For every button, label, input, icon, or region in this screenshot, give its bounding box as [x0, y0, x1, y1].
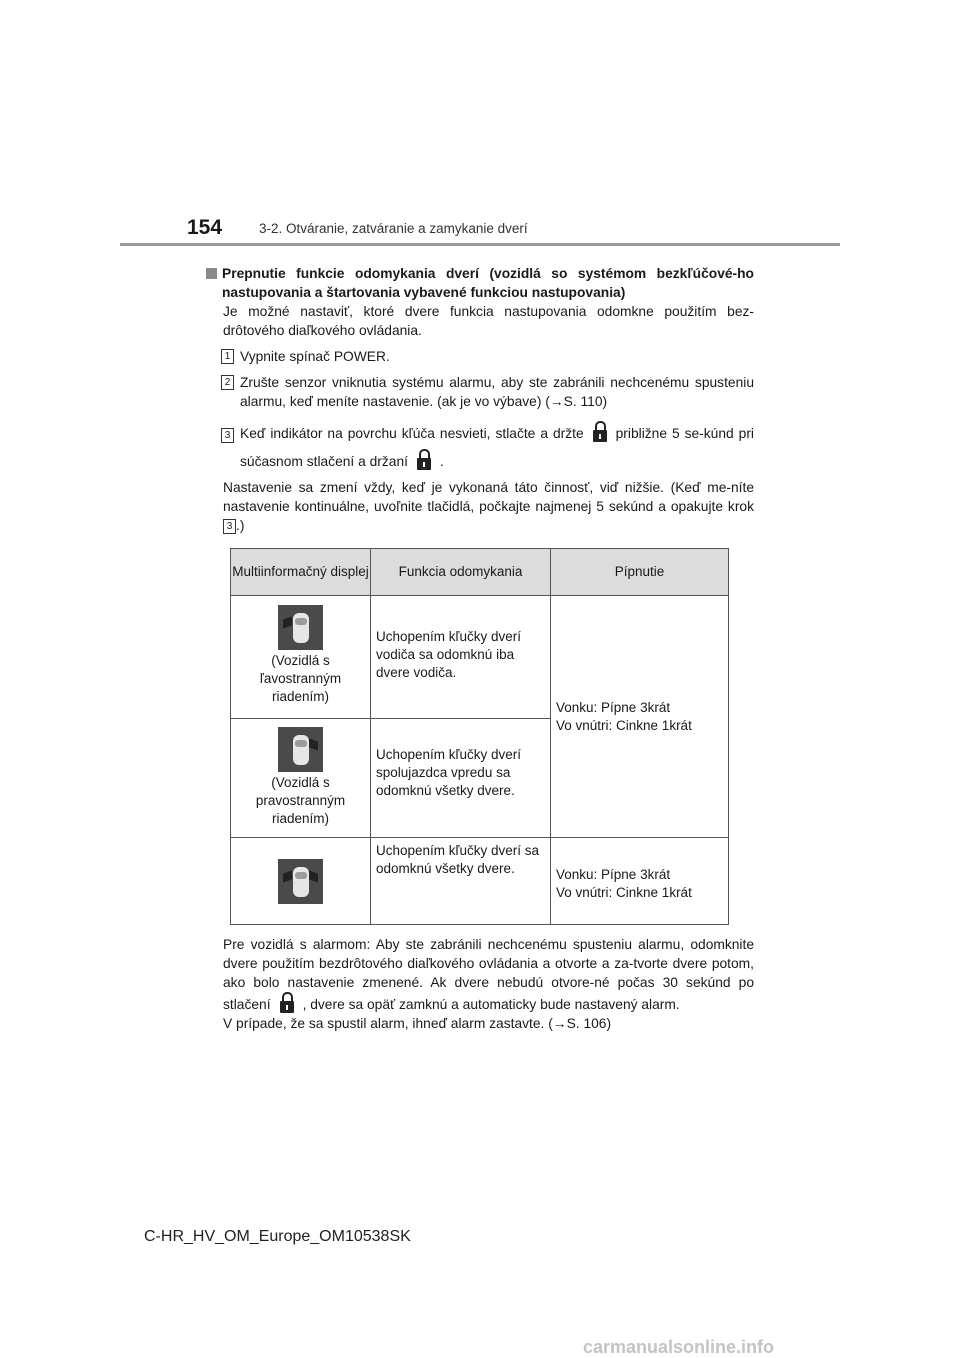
- beep-cell: Vonku: Pípne 3krát Vo vnútri: Cinkne 1krát: [551, 596, 729, 838]
- beep-cell: Vonku: Pípne 3krát Vo vnútri: Cinkne 1krát: [551, 838, 729, 925]
- car-all-doors-icon: [278, 859, 323, 904]
- display-cell: [231, 596, 371, 719]
- display-label: (Vozidlá s pravostranným riadením): [255, 775, 346, 826]
- section-heading: Prepnutie funkcie odomykania dverí (vozidlá so systémom bezkľúčové-ho nastupovania a štartovania vybavené funkciou nastupovania): [206, 264, 754, 302]
- display-cell: [231, 719, 371, 838]
- function-cell: Uchopením kľučky dverí sa odomknú všetky dvere.: [371, 838, 551, 925]
- function-cell: Uchopením kľučky dverí vodiča sa odomknú iba dvere vodiča.: [371, 596, 551, 719]
- display-label: (Vozidlá s ľavostranným riadením): [259, 653, 342, 704]
- step-ref: 3: [223, 519, 236, 534]
- car-driver-door-icon: [278, 605, 323, 650]
- alarm-stop-note: V prípade, že sa spustil alarm, ihneď alarm zastavte. (→S. 106): [223, 1016, 612, 1031]
- table-row: [231, 838, 729, 925]
- table-header: Multiinformačný displej: [231, 549, 371, 596]
- square-bullet-icon: [206, 268, 217, 279]
- car-passenger-door-icon: [278, 727, 323, 772]
- table-row: [231, 596, 729, 719]
- main-content: [206, 264, 754, 1033]
- lock-icon: [416, 449, 432, 471]
- lock-icon: [592, 421, 608, 443]
- step-number: 2: [221, 375, 234, 390]
- note-paragraph: Nastavenie sa zmení vždy, keď je vykonaná táto činnosť, viď nižšie. (Keď me-níte nastavenie kontinuálne, uvoľnite tlačidlá, počkajte najmenej 5 sekúnd a opakujte krok 3 .): [223, 480, 754, 533]
- table-header-row: [231, 549, 729, 596]
- lock-icon: [279, 992, 295, 1014]
- step-number: 1: [221, 349, 234, 364]
- display-cell: [231, 838, 371, 925]
- alarm-paragraph: Pre vozidlá s alarmom: Aby ste zabránili nechcenému spusteniu alarmu, odomknite dvere použitím bezdrôtového diaľkového ovládania a otvorte a za-tvorte dvere potom, ako bolo nastavenie zmenené. Ak dvere nebudú otvore-né počas 30 sekúnd po stlačení , dvere sa opäť zamknú a automaticky bude nastavený alarm.: [223, 937, 754, 1012]
- step-number: 3: [221, 428, 234, 443]
- step-text: Keď indikátor na povrchu kľúča nesvieti, stlačte a držte približne 5 se-kúnd pri súčasnom stlačení a držaní .: [240, 420, 754, 476]
- step-3: [206, 420, 754, 476]
- unlock-function-table: [230, 548, 729, 925]
- intro-paragraph: Je možné nastaviť, ktoré dvere funkcia nastupovania odomkne použitím bez-drôtového diaľkového ovládania.: [223, 304, 754, 338]
- watermark: carmanualsonline.info: [583, 1337, 775, 1357]
- step-text: Vypnite spínač POWER.: [240, 349, 390, 364]
- header-divider: [120, 243, 840, 246]
- table-header: Funkcia odomykania: [371, 549, 551, 596]
- page-number: 154: [187, 216, 223, 239]
- function-cell: Uchopením kľučky dverí spolujazdca vpredu sa odomknú všetky dvere.: [371, 719, 551, 838]
- step-text: Zrušte senzor vniknutia systému alarmu, aby ste zabránili nechcenému spusteniu alarmu, keď meníte nastavenie. (ak je vo výbave) (→S. 110): [240, 375, 754, 409]
- step-2: [206, 373, 754, 411]
- step-1: [206, 347, 754, 366]
- table-header: Pípnutie: [551, 549, 729, 596]
- section-title: 3-2. Otváranie, zatváranie a zamykanie dverí: [259, 221, 528, 236]
- document-id: C-HR_HV_OM_Europe_OM10538SK: [144, 1228, 411, 1245]
